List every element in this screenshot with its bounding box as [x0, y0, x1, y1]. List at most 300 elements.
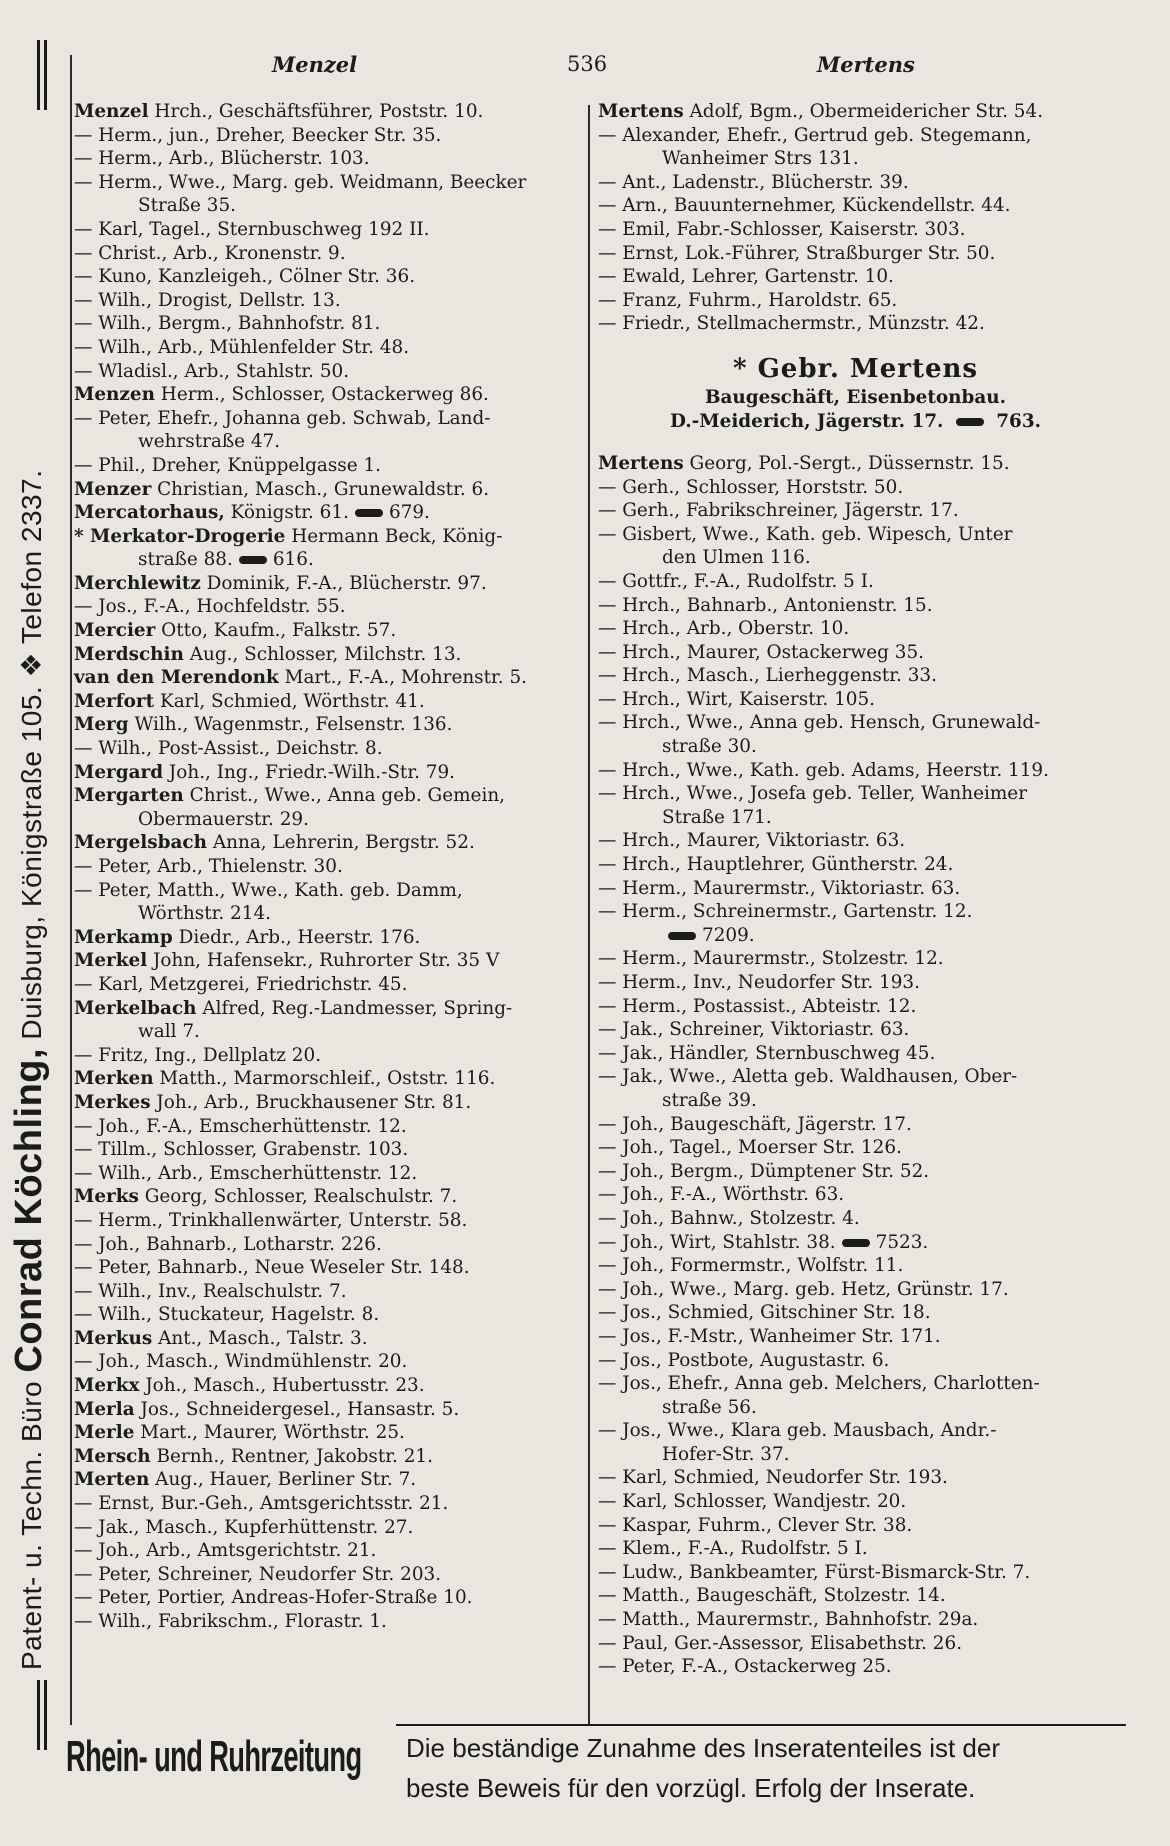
directory-entry [598, 664, 1113, 688]
entry-surname: Merchlewitz [74, 572, 201, 594]
entry-continuation [598, 147, 1113, 171]
entry-continuation-text: wall 7. [138, 1021, 200, 1043]
directory-entry [74, 1091, 584, 1115]
entry-text: — Herm., Postassist., Abteistr. 12. [598, 995, 917, 1017]
entry-continuation [598, 1396, 1113, 1420]
entry-text: — Klem., F.-A., Rudolfstr. 5 I. [598, 1538, 868, 1560]
entry-text: — Hrch., Wwe., Anna geb. Hensch, Grunewald- [598, 712, 1041, 734]
entry-text: — Hrch., Arb., Oberstr. 10. [598, 618, 850, 640]
directory-entry [598, 688, 1113, 712]
entry-text: — Joh., F.-A., Emscherhüttenstr. 12. [74, 1115, 407, 1137]
directory-entry [74, 1350, 584, 1374]
entry-text: Dominik, F.-A., Blücherstr. 97. [200, 572, 487, 594]
sidebar-rule-bottom-2 [44, 1680, 47, 1750]
entry-continuation-text: straße 56. [662, 1396, 757, 1418]
entry-text: — Wilh., Stuckateur, Hagelstr. 8. [74, 1304, 380, 1326]
entry-text: — Joh., Tagel., Moerser Str. 126. [598, 1137, 902, 1159]
sidebar-suffix: Duisburg, Königstraße 105. ❖ Telefon 2337. [16, 469, 47, 1040]
entry-surname: Merg [74, 714, 129, 736]
entry-text: — Peter, Ehefr., Johanna geb. Schwab, Land- [74, 407, 491, 429]
directory-entry [74, 147, 584, 171]
left-column [74, 100, 584, 1634]
entry-text: — Herm., Schreinermstr., Gartenstr. 12. [598, 901, 973, 923]
directory-entry [598, 1278, 1113, 1302]
directory-entry [598, 1372, 1113, 1419]
entry-continuation [598, 806, 1113, 830]
page-header [72, 52, 1112, 88]
entry-text: — Herm., Trinkhallenwärter, Unterstr. 58. [74, 1209, 468, 1231]
entry-continuation-text: Straße 35. [138, 195, 237, 217]
entry-text: — Matth., Maurermstr., Bahnhofstr. 29a. [598, 1609, 979, 1631]
entry-continuation-text: Obermauerstr. 29. [138, 808, 309, 830]
directory-entry [598, 218, 1113, 242]
directory-entry [598, 476, 1113, 500]
directory-entry [74, 289, 584, 313]
entry-text: Aug., Hauer, Berliner Str. 7. [149, 1469, 417, 1491]
entry-text: Georg, Pol.-Sergt., Düssernstr. 15. [683, 452, 1010, 474]
entry-text: — Herm., jun., Dreher, Beecker Str. 35. [74, 124, 442, 146]
directory-entry [598, 100, 1113, 124]
directory-entry [598, 570, 1113, 594]
directory-entry [598, 829, 1113, 853]
directory-entry [74, 1209, 584, 1233]
entry-surname: Merle [74, 1422, 135, 1444]
entry-text: — Karl, Schmied, Neudorfer Str. 193. [598, 1467, 948, 1489]
directory-entry [598, 900, 1113, 947]
entry-text: Otto, Kaufm., Falkstr. 57. [155, 620, 397, 642]
directory-entry [74, 265, 584, 289]
entry-text: — Herm., Arb., Blücherstr. 103. [74, 148, 370, 170]
directory-entry [74, 595, 584, 619]
entry-text: — Ant., Ladenstr., Blücherstr. 39. [598, 171, 909, 193]
entry-text: — Wilh., Arb., Emscherhüttenstr. 12. [74, 1162, 418, 1184]
directory-entry [74, 1468, 584, 1492]
sidebar-prefix: Patent- u. Techn. Büro [16, 1380, 47, 1670]
directory-entry [598, 1419, 1113, 1466]
entry-text: — Peter, Portier, Andreas-Hofer-Straße 10. [74, 1587, 473, 1609]
directory-entry [598, 1584, 1113, 1608]
entry-text: — Tillm., Schlosser, Grabenstr. 103. [74, 1139, 409, 1161]
directory-entry [74, 855, 584, 879]
footer-rule [396, 1724, 1126, 1726]
entry-text: — Gerh., Fabrikschreiner, Jägerstr. 17. [598, 500, 959, 522]
entry-text: — Hrch., Masch., Lierheggenstr. 33. [598, 665, 937, 687]
entry-text: — Jos., Schmied, Gitschiner Str. 18. [598, 1302, 931, 1324]
entry-text: — Jos., Ehefr., Anna geb. Melchers, Charlotten- [598, 1373, 1040, 1395]
entry-text: Joh., Arb., Bruckhausener Str. 81. [150, 1091, 472, 1113]
entry-phone: 7523. [875, 1231, 929, 1253]
entry-continuation-text: den Ulmen 116. [662, 547, 811, 569]
right-column [598, 100, 1113, 1679]
directory-entry [74, 1233, 584, 1257]
ad-address: D.-Meiderich, Jägerstr. 17. [669, 410, 944, 432]
directory-entry [74, 407, 584, 454]
entry-surname: Merfort [74, 690, 155, 712]
directory-entry [74, 761, 584, 785]
directory-entry [74, 949, 584, 973]
entry-text: Christ., Wwe., Anna geb. Gemein, [183, 785, 506, 807]
directory-entry [74, 926, 584, 950]
entry-text: — Jos., Postbote, Augustastr. 6. [598, 1349, 890, 1371]
directory-entry [74, 831, 584, 855]
entry-text: Königstr. 61. [224, 502, 349, 524]
directory-entry [598, 499, 1113, 523]
entry-text: — Matth., Baugeschäft, Stolzestr. 14. [598, 1585, 946, 1607]
entry-surname: Mergelsbach [74, 832, 207, 854]
entry-text: — Wilh., Drogist, Dellstr. 13. [74, 289, 341, 311]
entry-text: — Joh., Wirt, Stahlstr. 38. [598, 1231, 836, 1253]
entry-text: Hrch., Geschäftsführer, Poststr. 10. [148, 101, 484, 122]
directory-entry [74, 1162, 584, 1186]
entry-text: — Jak., Händler, Sternbuschweg 45. [598, 1042, 936, 1064]
directory-entry [598, 971, 1113, 995]
directory-entry [74, 1280, 584, 1304]
directory-entry [598, 1325, 1113, 1349]
directory-entry [74, 478, 584, 502]
directory-entry [598, 265, 1113, 289]
entry-text: Mart., Maurer, Wörthstr. 25. [134, 1422, 405, 1444]
entry-text: Jos., Schneidergesel., Hansastr. 5. [134, 1398, 460, 1420]
entry-text: — Jak., Masch., Kupferhüttenstr. 27. [74, 1516, 414, 1538]
entry-text: — Karl, Schlosser, Wandjestr. 20. [598, 1491, 907, 1513]
entry-surname: Merdschin [74, 643, 184, 665]
entry-surname: Mertens [598, 101, 684, 122]
directory-entry [74, 973, 584, 997]
entry-text: — Jos., F.-A., Hochfeldstr. 55. [74, 596, 346, 618]
right-entries-bottom [598, 452, 1113, 1679]
directory-entry [598, 1042, 1113, 1066]
entry-text: — Hrch., Bahnarb., Antonienstr. 15. [598, 594, 933, 616]
entry-text: — Wilh., Inv., Realschulstr. 7. [74, 1280, 347, 1302]
directory-entry [74, 1256, 584, 1280]
entry-surname: Menzen [74, 384, 155, 406]
header-right-keyword: Mertens [817, 52, 915, 77]
entry-text: — Ernst, Bur.-Geh., Amtsgerichtsstr. 21. [74, 1493, 449, 1515]
entry-surname: Merkx [74, 1375, 140, 1397]
directory-entry [598, 1632, 1113, 1656]
directory-entry [74, 619, 584, 643]
directory-entry [598, 1183, 1113, 1207]
entry-continuation [74, 548, 584, 572]
entry-text: — Wilh., Bergm., Bahnhofstr. 81. [74, 313, 381, 335]
entry-text: — Kaspar, Fuhrm., Clever Str. 38. [598, 1514, 913, 1536]
directory-entry [74, 242, 584, 266]
entry-continuation-text: Hofer-Str. 37. [662, 1443, 790, 1465]
entry-continuation-text: Wanheimer Strs 131. [662, 148, 859, 170]
entry-text: — Joh., Arb., Amtsgerichtstr. 21. [74, 1540, 377, 1562]
entry-text: — Peter, Arb., Thielenstr. 30. [74, 856, 343, 877]
directory-entry [74, 1445, 584, 1469]
entry-text: — Friedr., Stellmachermstr., Münzstr. 42. [598, 313, 985, 335]
entry-continuation [598, 546, 1113, 570]
directory-entry [598, 1136, 1113, 1160]
entry-text: Georg, Schlosser, Realschulstr. 7. [138, 1186, 458, 1208]
entry-surname: Merken [74, 1068, 154, 1090]
directory-entry [74, 1138, 584, 1162]
directory-entry [74, 784, 584, 831]
entry-surname: Menzel [74, 101, 149, 122]
entry-text: — Peter, F.-A., Ostackerweg 25. [598, 1656, 892, 1678]
directory-entry [74, 360, 584, 384]
directory-entry [74, 100, 584, 124]
directory-entry [598, 523, 1113, 570]
entry-text: Hermann Beck, König- [285, 525, 503, 547]
sidebar-rule-top-1 [37, 40, 40, 110]
entry-continuation-text: straße 88. [138, 549, 233, 571]
entry-surname: Merks [74, 1186, 139, 1208]
telephone-icon [842, 1239, 870, 1247]
directory-entry [74, 997, 584, 1044]
sidebar-advertisement [0, 40, 62, 1750]
directory-entry [74, 666, 584, 690]
entry-text: — Hrch., Hauptlehrer, Güntherstr. 24. [598, 854, 954, 876]
entry-text: — Alexander, Ehefr., Gertrud geb. Stegemann, [598, 124, 1032, 146]
entry-text: — Jak., Wwe., Aletta geb. Waldhausen, Ober- [598, 1066, 1018, 1088]
entry-text: — Hrch., Maurer, Ostackerweg 35. [598, 641, 925, 663]
directory-entry [74, 737, 584, 761]
directory-entry [74, 690, 584, 714]
entry-surname: * Merkator-Drogerie [74, 525, 286, 547]
entry-continuation [74, 808, 584, 832]
entry-text: — Gisbert, Wwe., Kath. geb. Wipesch, Unter [598, 523, 1013, 545]
entry-surname: Merkelbach [74, 997, 197, 1019]
directory-entry [74, 1185, 584, 1209]
entry-surname: van den Merendonk [74, 667, 279, 689]
entry-text: — Wilh., Post-Assist., Deichstr. 8. [74, 738, 383, 760]
entry-text: Adolf, Bgm., Obermeidericher Str. 54. [683, 101, 1044, 122]
sidebar-name: Conrad Köchling, [8, 1047, 50, 1373]
entry-text: — Christ., Arb., Kronenstr. 9. [74, 242, 346, 264]
entry-surname: Merkamp [74, 926, 173, 948]
directory-entry [598, 995, 1113, 1019]
entry-continuation [74, 430, 584, 454]
entry-continuation [74, 902, 584, 926]
entry-surname: Mercatorhaus, [74, 502, 225, 524]
directory-entry [598, 452, 1113, 476]
directory-entry [598, 1349, 1113, 1373]
entry-text: — Joh., Bahnarb., Lotharstr. 226. [74, 1233, 382, 1255]
entry-surname: Merkus [74, 1327, 153, 1349]
directory-entry [598, 782, 1113, 829]
entry-text: — Joh., F.-A., Wörthstr. 63. [598, 1184, 845, 1206]
entry-surname: Mergarten [74, 785, 184, 807]
entry-text: — Herm., Inv., Neudorfer Str. 193. [598, 972, 920, 993]
entry-text: — Emil, Fabr.-Schlosser, Kaiserstr. 303. [598, 218, 966, 240]
directory-entry [74, 1115, 584, 1139]
entry-text: — Ernst, Lok.-Führer, Straßburger Str. 50. [598, 242, 996, 264]
directory-entry [74, 1563, 584, 1587]
page-number: 536 [567, 52, 608, 76]
directory-entry [598, 641, 1113, 665]
directory-entry [598, 947, 1113, 971]
entry-text: Aug., Schlosser, Milchstr. 13. [183, 643, 462, 665]
directory-entry [74, 1374, 584, 1398]
entry-surname: Mercier [74, 620, 156, 642]
directory-entry [74, 1067, 584, 1091]
directory-entry [598, 124, 1113, 171]
entry-text: Karl, Schmied, Wörthstr. 41. [154, 690, 425, 712]
entry-surname: Merten [74, 1469, 150, 1491]
directory-entry [74, 312, 584, 336]
entry-text: — Joh., Bahnw., Stolzestr. 4. [598, 1207, 860, 1229]
newspaper-brand: Rhein- und Ruhrzeitung [66, 1732, 362, 1781]
entry-text: — Gerh., Schlosser, Horststr. 50. [598, 476, 904, 498]
entry-text: — Joh., Formermstr., Wolfstr. 11. [598, 1255, 904, 1277]
directory-entry [598, 759, 1113, 783]
entry-text: — Hrch., Maurer, Viktoriastr. 63. [598, 830, 906, 852]
ad-line-1: Baugeschäft, Eisenbetonbau. [704, 386, 1007, 408]
entry-text: — Phil., Dreher, Knüppelgasse 1. [74, 454, 381, 476]
entry-surname: Mersch [74, 1445, 151, 1467]
entry-text: Ant., Masch., Talstr. 3. [152, 1327, 368, 1349]
entry-text: — Herm., Maurermstr., Stolzestr. 12. [598, 948, 944, 970]
directory-entry [598, 1655, 1113, 1679]
entry-surname: Merla [74, 1398, 135, 1420]
entry-continuation [74, 194, 584, 218]
entry-surname: Merkel [74, 950, 148, 972]
entry-text: Alfred, Reg.-Landmesser, Spring- [196, 997, 513, 1019]
footer-advertisement [66, 1724, 1116, 1824]
entry-text: Christian, Masch., Grunewaldstr. 6. [151, 478, 490, 500]
directory-entry [598, 1231, 1113, 1255]
entry-text: — Hrch., Wwe., Kath. geb. Adams, Heerstr. 119. [598, 759, 1049, 781]
directory-entry [74, 501, 584, 525]
telephone-icon [355, 509, 383, 517]
directory-entry [74, 1327, 584, 1351]
slogan-line-2: beste Beweis für den vorzügl. Erfolg der Inserate. [406, 1773, 976, 1803]
directory-entry [598, 877, 1113, 901]
directory-entry [598, 1254, 1113, 1278]
entry-continuation-text: straße 39. [662, 1089, 757, 1111]
telephone-icon [956, 418, 984, 426]
telephone-icon [239, 556, 267, 564]
directory-entry [598, 242, 1113, 266]
entry-text: — Peter, Schreiner, Neudorfer Str. 203. [74, 1563, 442, 1585]
entry-text: — Franz, Fuhrm., Haroldstr. 65. [598, 289, 898, 311]
entry-text: — Hrch., Wwe., Josefa geb. Teller, Wanheimer [598, 783, 1027, 805]
directory-entry [598, 289, 1113, 313]
entry-text: — Joh., Baugeschäft, Jägerstr. 17. [598, 1113, 912, 1135]
directory-entry [598, 853, 1113, 877]
entry-text: Joh., Ing., Friedr.-Wilh.-Str. 79. [163, 761, 456, 783]
directory-entry [598, 1207, 1113, 1231]
entry-text: — Wilh., Arb., Mühlenfelder Str. 48. [74, 336, 410, 358]
sidebar-rule-bottom-1 [37, 1680, 40, 1750]
entry-text: — Arn., Bauunternehmer, Kückendellstr. 44. [598, 195, 1011, 217]
entry-text: — Kuno, Kanzleigeh., Cölner Str. 36. [74, 266, 416, 288]
directory-entry [598, 171, 1113, 195]
entry-text: — Paul, Ger.-Assessor, Elisabethstr. 26. [598, 1632, 963, 1654]
entry-continuation [598, 735, 1113, 759]
directory-entry [598, 1113, 1113, 1137]
directory-entry [74, 1492, 584, 1516]
entry-continuation [74, 1020, 584, 1044]
directory-entry [598, 1065, 1113, 1112]
directory-entry [74, 643, 584, 667]
directory-entry [598, 1490, 1113, 1514]
entry-text: — Jak., Schreiner, Viktoriastr. 63. [598, 1019, 910, 1041]
entry-text: — Ewald, Lehrer, Gartenstr. 10. [598, 266, 894, 288]
directory-entry [74, 1586, 584, 1610]
directory-entry [74, 383, 584, 407]
entry-text: — Herm., Maurermstr., Viktoriastr. 63. [598, 877, 961, 899]
left-rule [70, 55, 72, 1725]
entry-text: — Jos., F.-Mstr., Wanheimer Str. 171. [598, 1325, 941, 1347]
directory-entry [74, 454, 584, 478]
entry-continuation [598, 1443, 1113, 1467]
directory-entry [598, 1608, 1113, 1632]
directory-entry [74, 1539, 584, 1563]
directory-entry [598, 194, 1113, 218]
slogan-line-1: Die beständige Zunahme des Inseratenteiles ist der [406, 1733, 1001, 1763]
directory-entry [598, 312, 1113, 336]
entry-text: — Wladisl., Arb., Stahlstr. 50. [74, 360, 350, 382]
directory-entry [74, 171, 584, 218]
directory-entry [598, 1537, 1113, 1561]
entry-phone: 679. [388, 502, 430, 524]
directory-entry [74, 713, 584, 737]
entry-continuation [598, 1089, 1113, 1113]
entry-continuation-text: Wörthstr. 214. [138, 903, 271, 925]
entry-text: — Jos., Wwe., Klara geb. Mausbach, Andr.- [598, 1420, 997, 1442]
entry-text: Diedr., Arb., Heerstr. 176. [172, 926, 421, 948]
directory-entry [74, 1610, 584, 1634]
directory-entry [598, 1514, 1113, 1538]
column-divider [588, 105, 590, 1725]
sidebar-text [8, 130, 51, 1670]
entry-surname: Mergard [74, 761, 164, 783]
entry-text: John, Hafensekr., Ruhrorter Str. 35 V [147, 950, 500, 972]
telephone-icon [668, 932, 696, 940]
entry-phone: 616. [272, 549, 314, 571]
directory-entry [598, 1018, 1113, 1042]
directory-entry [74, 1421, 584, 1445]
entry-continuation [598, 924, 1113, 948]
entry-text: Matth., Marmorschleif., Oststr. 116. [153, 1068, 496, 1090]
directory-entry [598, 1561, 1113, 1585]
directory-entry [74, 572, 584, 596]
entry-text: — Peter, Matth., Wwe., Kath. geb. Damm, [74, 879, 463, 901]
entry-continuation-text: straße 30. [662, 736, 757, 758]
entry-phone: 7209. [702, 924, 755, 946]
entry-text: — Karl, Metzgerei, Friedrichstr. 45. [74, 973, 408, 995]
entry-surname: Merkes [74, 1091, 151, 1113]
entry-text: — Joh., Masch., Windmühlenstr. 20. [74, 1351, 408, 1373]
directory-entry [598, 711, 1113, 758]
entry-text: — Peter, Bahnarb., Neue Weseler Str. 148. [74, 1257, 470, 1279]
directory-entry [74, 1303, 584, 1327]
entry-text: Anna, Lehrerin, Bergstr. 52. [207, 832, 475, 854]
entry-text: Mart., F.-A., Mohrenstr. 5. [278, 667, 528, 689]
directory-entry [598, 617, 1113, 641]
entry-continuation-text: wehrstraße 47. [138, 431, 281, 453]
header-left-keyword: Menzel [272, 52, 358, 77]
entry-text: Wilh., Wagenmstr., Felsenstr. 136. [128, 714, 453, 736]
directory-entry [598, 594, 1113, 618]
entry-text: — Gottfr., F.-A., Rudolfstr. 5 I. [598, 570, 874, 592]
directory-entry [74, 879, 584, 926]
directory-entry [74, 1398, 584, 1422]
entry-text: Joh., Masch., Hubertusstr. 23. [139, 1375, 425, 1397]
ad-phone: 763. [996, 410, 1042, 432]
entry-surname: Menzer [74, 478, 152, 500]
entry-text: — Fritz, Ing., Dellplatz 20. [74, 1044, 322, 1066]
footer-slogan [406, 1728, 1106, 1808]
sidebar-rule-top-2 [44, 40, 47, 110]
directory-entry [74, 124, 584, 148]
entry-text: — Wilh., Fabrikschm., Florastr. 1. [74, 1611, 387, 1632]
directory-entry [74, 525, 584, 572]
